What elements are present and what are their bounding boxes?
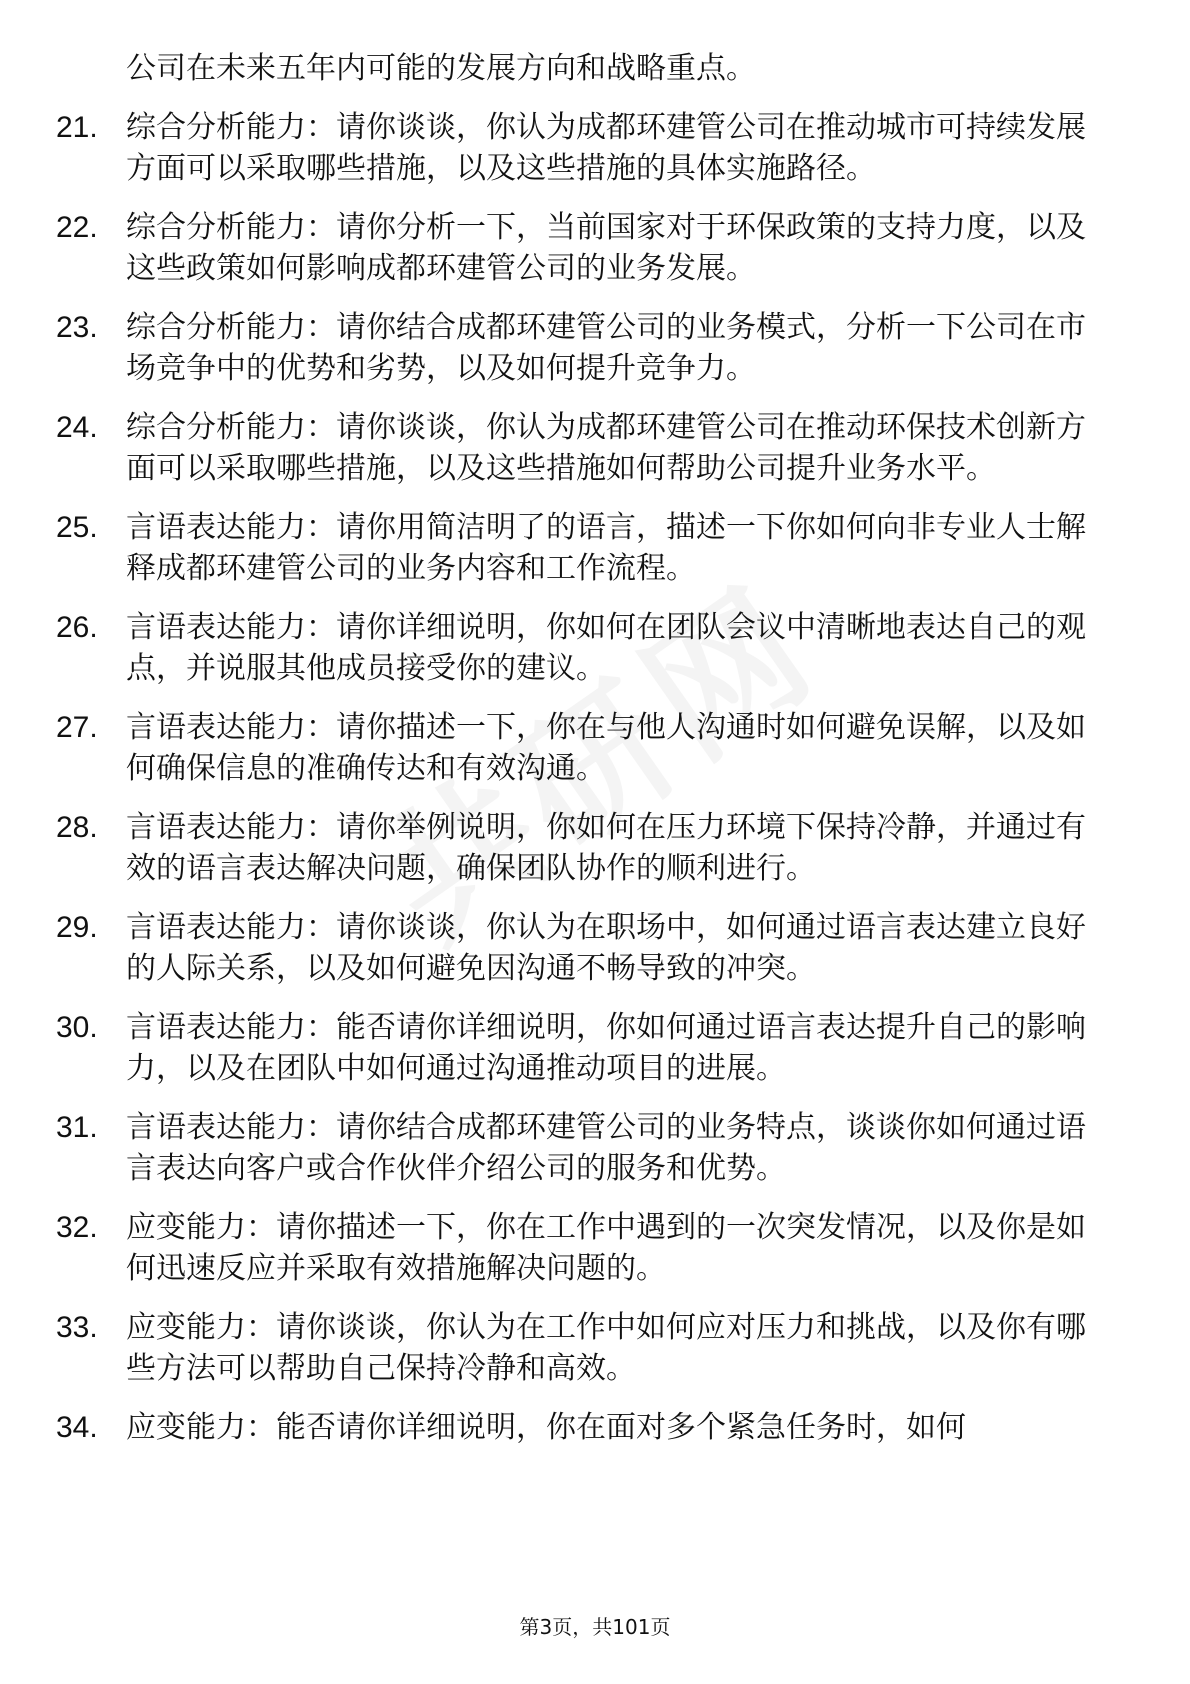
item-number: 29. xyxy=(56,911,98,944)
item-number: 28. xyxy=(56,811,98,844)
item-number: 34. xyxy=(56,1411,98,1444)
item-number: 30. xyxy=(56,1011,98,1044)
item-number: 32. xyxy=(56,1211,98,1244)
item-number: 27. xyxy=(56,711,98,744)
item-text: 言语表达能力：请你描述一下，你在与他人沟通时如何避免误解，以及如何确保信息的准确传达和有效沟通。 xyxy=(126,710,1086,786)
list-item xyxy=(56,1407,1116,1448)
item-number: 26. xyxy=(56,611,98,644)
item-number: 21. xyxy=(56,111,98,144)
item-text: 言语表达能力：能否请你详细说明，你如何通过语言表达提升自己的影响力，以及在团队中如何通过沟通推动项目的进展。 xyxy=(126,1010,1086,1086)
list-item xyxy=(56,607,1116,689)
page-footer: 第3页，共101页 xyxy=(519,1615,671,1639)
item-number: 24. xyxy=(56,411,98,444)
item-number: 31. xyxy=(56,1111,98,1144)
list-item xyxy=(56,107,1116,189)
item-number: 22. xyxy=(56,211,98,244)
item-text: 应变能力：请你描述一下，你在工作中遇到的一次突发情况，以及你是如何迅速反应并采取有效措施解决问题的。 xyxy=(126,1210,1086,1286)
list-item xyxy=(56,1107,1116,1189)
item-text: 应变能力：能否请你详细说明，你在面对多个紧急任务时，如何 xyxy=(126,1410,966,1445)
list-item xyxy=(56,507,1116,589)
question-items xyxy=(56,107,1116,1448)
item-number: 33. xyxy=(56,1311,98,1344)
item-text: 言语表达能力：请你结合成都环建管公司的业务特点，谈谈你如何通过语言表达向客户或合作伙伴介绍公司的服务和优势。 xyxy=(126,1110,1086,1186)
question-list xyxy=(56,48,1116,1466)
list-item xyxy=(56,207,1116,289)
item-text: 应变能力：请你谈谈，你认为在工作中如何应对压力和挑战，以及你有哪些方法可以帮助自己保持冷静和高效。 xyxy=(126,1310,1086,1386)
item-text: 综合分析能力：请你谈谈，你认为成都环建管公司在推动城市可持续发展方面可以采取哪些措施，以及这些措施的具体实施路径。 xyxy=(126,110,1086,186)
list-item xyxy=(56,307,1116,389)
list-item xyxy=(56,407,1116,489)
carry-over-text: 公司在未来五年内可能的发展方向和战略重点。 xyxy=(126,51,756,86)
item-text: 综合分析能力：请你结合成都环建管公司的业务模式，分析一下公司在市场竞争中的优势和劣势，以及如何提升竞争力。 xyxy=(126,310,1086,386)
item-text: 言语表达能力：请你谈谈，你认为在职场中，如何通过语言表达建立良好的人际关系，以及如何避免因沟通不畅导致的冲突。 xyxy=(126,910,1086,986)
item-number: 25. xyxy=(56,511,98,544)
item-text: 言语表达能力：请你用简洁明了的语言，描述一下你如何向非专业人士解释成都环建管公司的业务内容和工作流程。 xyxy=(126,510,1086,586)
item-text: 综合分析能力：请你分析一下，当前国家对于环保政策的支持力度，以及这些政策如何影响成都环建管公司的业务发展。 xyxy=(126,210,1086,286)
list-item xyxy=(56,807,1116,889)
list-item xyxy=(56,1007,1116,1089)
list-item xyxy=(56,1207,1116,1289)
list-item xyxy=(56,907,1116,989)
item-text: 综合分析能力：请你谈谈，你认为成都环建管公司在推动环保技术创新方面可以采取哪些措施，以及这些措施如何帮助公司提升业务水平。 xyxy=(126,410,1086,486)
list-item xyxy=(56,707,1116,789)
item-number: 23. xyxy=(56,311,98,344)
item-text: 言语表达能力：请你详细说明，你如何在团队会议中清晰地表达自己的观点，并说服其他成员接受你的建议。 xyxy=(126,610,1086,686)
item-text: 言语表达能力：请你举例说明，你如何在压力环境下保持冷静，并通过有效的语言表达解决问题，确保团队协作的顺利进行。 xyxy=(126,810,1086,886)
list-item xyxy=(56,1307,1116,1389)
